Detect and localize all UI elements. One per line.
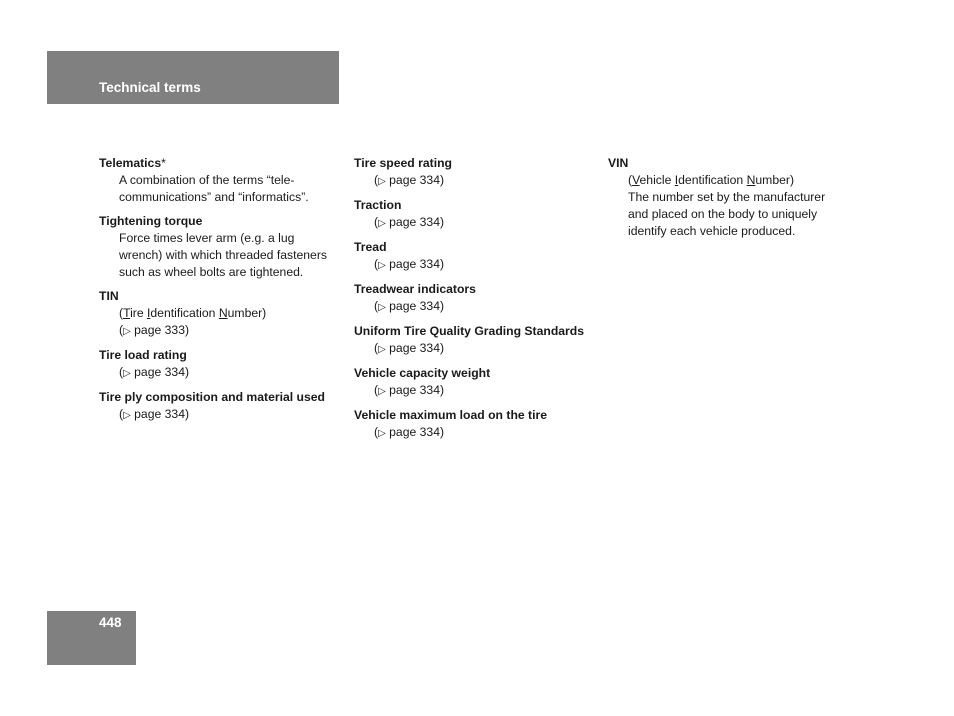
term-description: (Vehicle Identification Number) The number set by the manufacturer and placed on the body to uniquely identify each vehicle produced. bbox=[608, 172, 853, 240]
term-description bbox=[99, 305, 344, 340]
term-heading: Tire ply composition and material used bbox=[99, 390, 325, 404]
glossary-entry-vin bbox=[608, 155, 853, 240]
page-reference-link[interactable]: (▷ page 334) bbox=[374, 173, 445, 187]
glossary-entry-tire-load-rating bbox=[99, 347, 344, 382]
glossary-entry-utqgs bbox=[354, 323, 604, 358]
arrow-right-icon: ▷ bbox=[378, 386, 386, 397]
glossary-entry-vehicle-maximum-load bbox=[354, 407, 604, 442]
column-3 bbox=[608, 155, 853, 247]
page-reference-link[interactable]: (▷ page 334) bbox=[374, 383, 445, 397]
term-description bbox=[354, 424, 604, 442]
term-heading: Treadwear indicators bbox=[354, 282, 476, 296]
arrow-right-icon: ▷ bbox=[123, 410, 131, 421]
term-heading: VIN bbox=[608, 156, 629, 170]
glossary-entry-treadwear-indicators bbox=[354, 281, 604, 316]
glossary-entry-tin bbox=[99, 288, 344, 340]
term-description bbox=[354, 214, 604, 232]
page-reference-link[interactable]: (▷ page 334) bbox=[119, 407, 190, 421]
term-description bbox=[354, 256, 604, 274]
term-description bbox=[99, 364, 344, 382]
term-heading: TIN bbox=[99, 289, 119, 303]
term-description bbox=[354, 382, 604, 400]
glossary-entry-vehicle-capacity-weight bbox=[354, 365, 604, 400]
term-heading: Uniform Tire Quality Grading Standards bbox=[354, 324, 585, 338]
glossary-entry-tire-speed-rating bbox=[354, 155, 604, 190]
page-reference-link[interactable]: (▷ page 334) bbox=[374, 257, 445, 271]
term-heading: Tread bbox=[354, 240, 387, 254]
term-heading: Telematics* bbox=[99, 156, 166, 170]
term-description bbox=[99, 406, 344, 424]
arrow-right-icon: ▷ bbox=[378, 176, 386, 187]
page-reference-link[interactable]: (▷ page 334) bbox=[119, 365, 190, 379]
arrow-right-icon: ▷ bbox=[378, 260, 386, 271]
arrow-right-icon: ▷ bbox=[378, 428, 386, 439]
page-number-tab bbox=[47, 611, 136, 665]
column-2 bbox=[354, 155, 604, 449]
header-tab bbox=[47, 51, 339, 104]
term-description bbox=[354, 340, 604, 358]
glossary-entry-tire-ply-composition bbox=[99, 389, 344, 424]
acronym-expansion: (Tire Identification Number) bbox=[119, 306, 267, 320]
arrow-right-icon: ▷ bbox=[378, 344, 386, 355]
page-reference-link[interactable]: (▷ page 334) bbox=[374, 341, 445, 355]
acronym-expansion: (Vehicle Identification Number) bbox=[628, 173, 795, 187]
term-heading: Tire speed rating bbox=[354, 156, 452, 170]
term-heading: Traction bbox=[354, 198, 402, 212]
page-reference-link[interactable]: (▷ page 333) bbox=[119, 323, 190, 337]
arrow-right-icon: ▷ bbox=[123, 326, 131, 337]
page-reference-link[interactable]: (▷ page 334) bbox=[374, 215, 445, 229]
page-reference-link[interactable]: (▷ page 334) bbox=[374, 425, 445, 439]
column-1 bbox=[99, 155, 344, 431]
arrow-right-icon: ▷ bbox=[123, 368, 131, 379]
term-heading: Tire load rating bbox=[99, 348, 187, 362]
glossary-entry-tread bbox=[354, 239, 604, 274]
page-number: 448 bbox=[99, 615, 122, 630]
term-description: A combination of the terms “tele- communications” and “informatics”. bbox=[119, 173, 309, 204]
page-title: Technical terms bbox=[99, 80, 201, 95]
glossary-entry-traction bbox=[354, 197, 604, 232]
arrow-right-icon: ▷ bbox=[378, 302, 386, 313]
term-description bbox=[354, 172, 604, 190]
term-description bbox=[354, 298, 604, 316]
page-reference-link[interactable]: (▷ page 334) bbox=[374, 299, 445, 313]
optional-equipment-star: * bbox=[161, 156, 166, 170]
glossary-entry-telematics bbox=[99, 155, 344, 206]
term-heading: Tightening torque bbox=[99, 214, 203, 228]
arrow-right-icon: ▷ bbox=[378, 218, 386, 229]
term-heading: Vehicle capacity weight bbox=[354, 366, 491, 380]
term-heading: Vehicle maximum load on the tire bbox=[354, 408, 548, 422]
glossary-entry-tightening-torque bbox=[99, 213, 344, 281]
term-description: Force times lever arm (e.g. a lug wrench) with which threaded fasteners such as wheel bolts are tightened. bbox=[119, 231, 327, 279]
